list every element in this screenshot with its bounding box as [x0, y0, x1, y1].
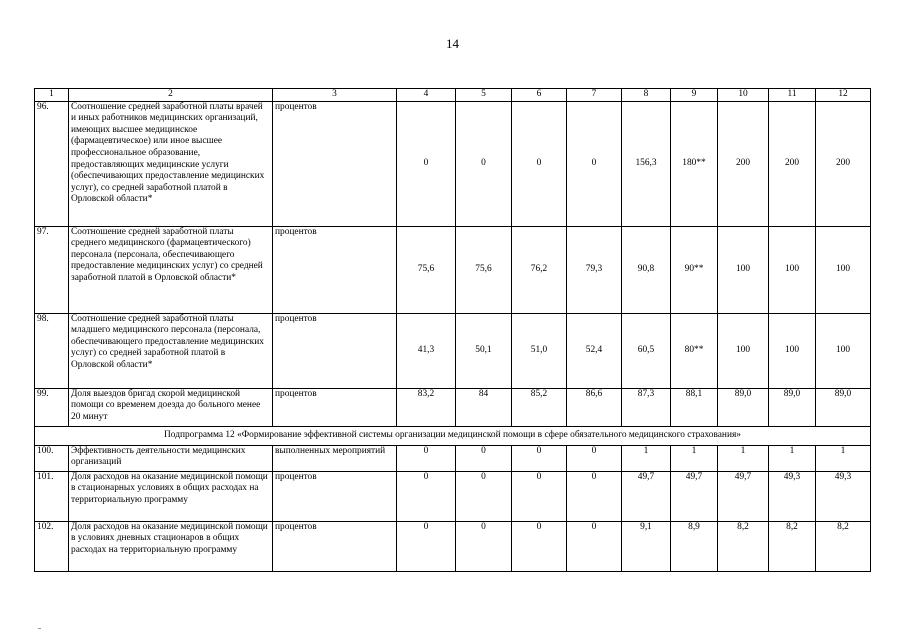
row-number: 101.: [35, 471, 69, 521]
value-cell: 85,2: [512, 388, 567, 426]
value-cell: 0: [397, 471, 456, 521]
value-cell: 79,3: [567, 226, 622, 313]
value-cell: 76,2: [512, 226, 567, 313]
value-cell: 75,6: [456, 226, 512, 313]
value-cell: 0: [512, 101, 567, 226]
value-cell: 0: [512, 521, 567, 571]
value-cell: 1: [671, 445, 718, 471]
value-cell: 88,1: [671, 388, 718, 426]
unit-cell: процентов: [273, 101, 397, 226]
table-row: [35, 101, 871, 226]
header-cell: 9: [671, 89, 718, 102]
value-cell: 8,9: [671, 521, 718, 571]
value-cell: 84: [456, 388, 512, 426]
value-cell: 156,3: [622, 101, 671, 226]
indicator-name: Доля выездов бригад скорой медицинской помощи со временем доезда до больного менее 20 минут: [69, 388, 273, 426]
header-cell: 8: [622, 89, 671, 102]
header-cell: 10: [718, 89, 769, 102]
header-cell: 1: [35, 89, 69, 102]
value-cell: 90**: [671, 226, 718, 313]
value-cell: 100: [769, 226, 816, 313]
value-cell: 86,6: [567, 388, 622, 426]
value-cell: 8,2: [769, 521, 816, 571]
unit-cell: процентов: [273, 521, 397, 571]
value-cell: 1: [769, 445, 816, 471]
value-cell: 1: [622, 445, 671, 471]
indicator-name: Доля расходов на оказание медицинской помощи в стационарных условиях в общих расходах на территориальную программу: [69, 471, 273, 521]
value-cell: 87,3: [622, 388, 671, 426]
value-cell: 200: [816, 101, 871, 226]
value-cell: 89,0: [718, 388, 769, 426]
page-number: 14: [446, 36, 459, 51]
value-cell: 49,7: [718, 471, 769, 521]
value-cell: 0: [567, 521, 622, 571]
value-cell: 0: [456, 521, 512, 571]
unit-cell: процентов: [273, 388, 397, 426]
header-cell: 12: [816, 89, 871, 102]
value-cell: 9,1: [622, 521, 671, 571]
value-cell: 0: [567, 471, 622, 521]
value-cell: 83,2: [397, 388, 456, 426]
value-cell: 0: [512, 445, 567, 471]
subprogram-title: Подпрограмма 12 «Формирование эффективной системы организации медицинской помощи в сфере обязательного медицинского страхования»: [35, 426, 871, 445]
table-row: [35, 313, 871, 388]
indicator-name: Соотношение средней заработной платы младшего медицинского персонала (персонала, обеспечивающего предоставление медицинских услуг) со средней заработной платой в Орловской области*: [69, 313, 273, 388]
unit-cell: процентов: [273, 313, 397, 388]
header-cell: 5: [456, 89, 512, 102]
value-cell: 0: [456, 471, 512, 521]
table-row: [35, 226, 871, 313]
table-row: [35, 445, 871, 471]
header-cell: 7: [567, 89, 622, 102]
header-cell: 6: [512, 89, 567, 102]
header-cell: 2: [69, 89, 273, 102]
value-cell: 89,0: [816, 388, 871, 426]
unit-cell: процентов: [273, 471, 397, 521]
value-cell: 0: [397, 521, 456, 571]
value-cell: 60,5: [622, 313, 671, 388]
value-cell: 1: [718, 445, 769, 471]
value-cell: 0: [456, 101, 512, 226]
header-row: [35, 89, 871, 102]
value-cell: 52,4: [567, 313, 622, 388]
table-row: [35, 471, 871, 521]
subprogram-row: [35, 426, 871, 445]
value-cell: 51,0: [512, 313, 567, 388]
value-cell: 0: [567, 101, 622, 226]
header-cell: 4: [397, 89, 456, 102]
value-cell: 100: [718, 226, 769, 313]
scan-speck: [38, 628, 41, 629]
table-row: [35, 388, 871, 426]
value-cell: 100: [816, 313, 871, 388]
value-cell: 8,2: [816, 521, 871, 571]
row-number: 102.: [35, 521, 69, 571]
value-cell: 90,8: [622, 226, 671, 313]
value-cell: 89,0: [769, 388, 816, 426]
row-number: 97.: [35, 226, 69, 313]
row-number: 96.: [35, 101, 69, 226]
value-cell: 50,1: [456, 313, 512, 388]
value-cell: 0: [512, 471, 567, 521]
value-cell: 0: [397, 101, 456, 226]
value-cell: 41,3: [397, 313, 456, 388]
value-cell: 8,2: [718, 521, 769, 571]
row-number: 99.: [35, 388, 69, 426]
indicator-name: Соотношение средней заработной платы врачей и иных работников медицинских организаций, имеющих высшее медицинское (фармацевтическое) или иное высшее профессиональное образование, предоставляющих медицинские услуги (обеспечивающих предоставление медицинских услуг), со средней заработной платой в Орловской области*: [69, 101, 273, 226]
value-cell: 100: [816, 226, 871, 313]
unit-cell: процентов: [273, 226, 397, 313]
unit-cell: выполненных мероприятий: [273, 445, 397, 471]
header-cell: 3: [273, 89, 397, 102]
value-cell: 49,7: [671, 471, 718, 521]
value-cell: 80**: [671, 313, 718, 388]
indicator-name: Доля расходов на оказание медицинской помощи в условиях дневных стационаров в общих расходах на территориальную программу: [69, 521, 273, 571]
value-cell: 100: [769, 313, 816, 388]
value-cell: 49,7: [622, 471, 671, 521]
indicators-table: [34, 88, 871, 572]
value-cell: 1: [816, 445, 871, 471]
row-number: 100.: [35, 445, 69, 471]
value-cell: 0: [397, 445, 456, 471]
value-cell: 100: [718, 313, 769, 388]
value-cell: 0: [567, 445, 622, 471]
header-cell: 11: [769, 89, 816, 102]
indicator-name: Эффективность деятельности медицинских организаций: [69, 445, 273, 471]
value-cell: 75,6: [397, 226, 456, 313]
value-cell: 0: [456, 445, 512, 471]
value-cell: 49,3: [816, 471, 871, 521]
value-cell: 200: [718, 101, 769, 226]
value-cell: 49,3: [769, 471, 816, 521]
indicator-name: Соотношение средней заработной платы среднего медицинского (фармацевтического) персонала (персонала, обеспечивающего предоставление медицинских услуг) со средней заработной платой в Орловской области*: [69, 226, 273, 313]
value-cell: 180**: [671, 101, 718, 226]
table-row: [35, 521, 871, 571]
row-number: 98.: [35, 313, 69, 388]
value-cell: 200: [769, 101, 816, 226]
